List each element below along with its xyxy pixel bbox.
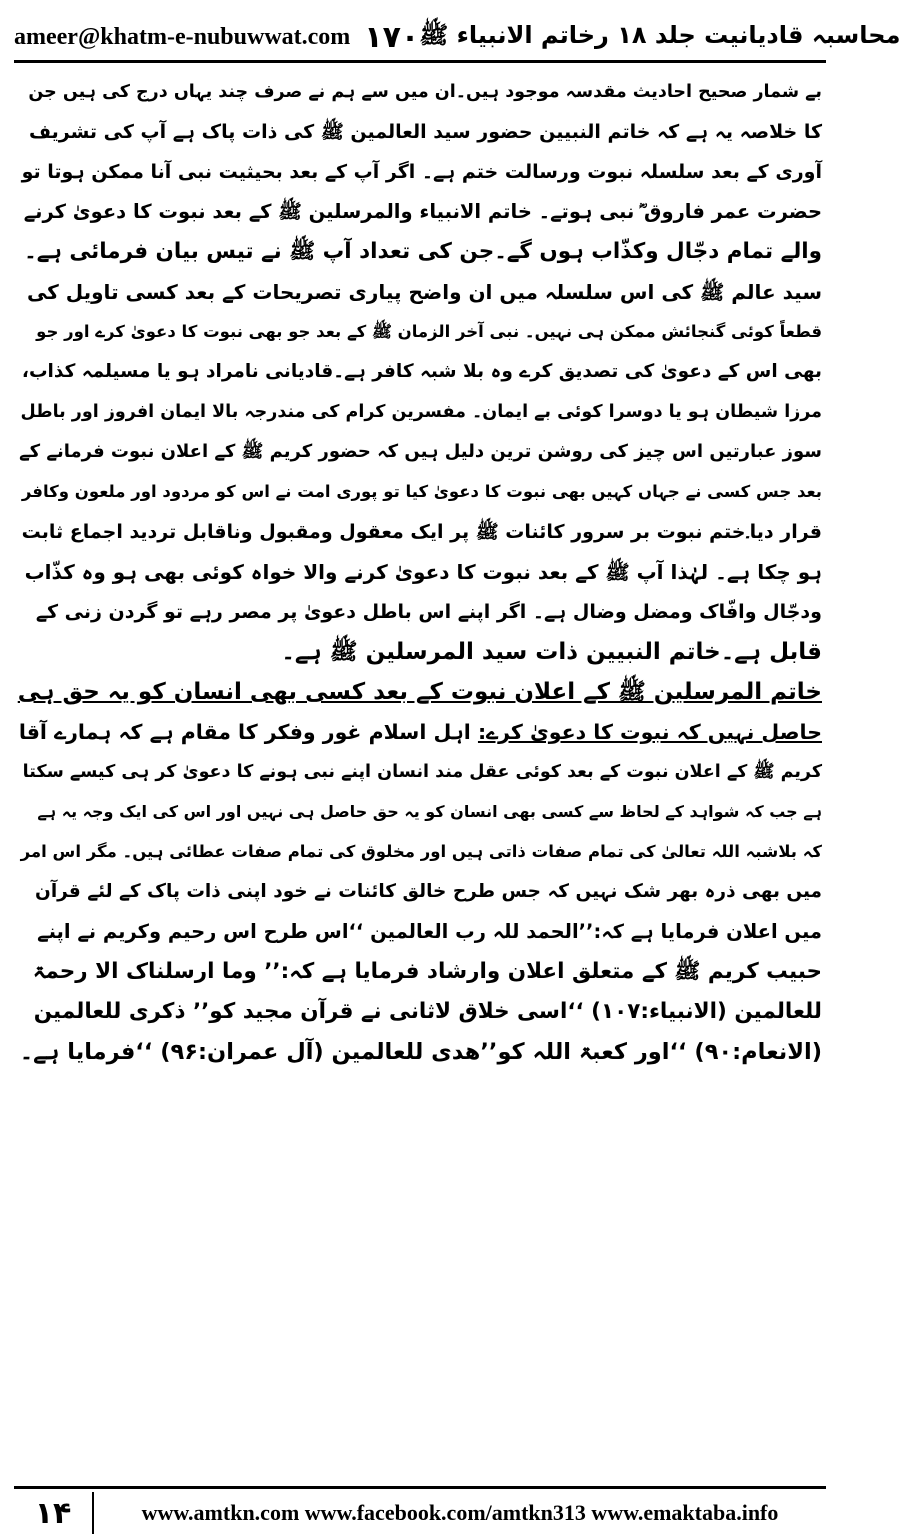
- header-page-number: ۱۷۰: [364, 19, 420, 55]
- section-heading: خاتم المرسلین ﷺ کے اعلان نبوت کے بعد کسی بھی انسان کو یہ حق ہی: [17, 679, 822, 705]
- body-line: سوز عبارتیں اس چیز کی روشن ترین دلیل ہیں کہ حضور کریم ﷺ کے اعلان نبوت فرمانے کے: [19, 441, 822, 462]
- body-line: للعالمین (الانبیاء:۱۰۷) ‘‘اسی خلاق لاثانی نے قرآن مجید کو’’ ذکری للعالمین: [33, 999, 822, 1024]
- page-body-text: [18, 72, 822, 1476]
- body-line: میں اعلان فرمایا ہے کہ:’’الحمد للہ رب العالمین ‘‘اس طرح اس رحیم وکریم نے اپنے: [37, 920, 822, 943]
- body-line: قطعاً کوئی گنجائش ممکن ہی نہیں۔ نبی آخر الزمان ﷺ کے بعد جو بھی نبوت کا دعویٰ کرے اور جو: [36, 322, 822, 341]
- header-left: [14, 20, 419, 55]
- body-line: میں بھی ذرہ بھر شک نہیں کہ جس طرح خالق کائنات نے خود اپنی ذات پاک کے لئے قرآن: [35, 881, 822, 902]
- body-line-text: اہل اسلام غور وفکر کا مقام ہے کہ ہمارے آقا: [18, 720, 478, 744]
- page-footer: [14, 1492, 826, 1534]
- body-line: حضرت عمر فاروق ؓ نبی ہوتے۔ خاتم الانبیاء والمرسلین ﷺ کے بعد نبوت کا دعویٰ کرنے: [23, 200, 822, 223]
- body-line: ہو چکا ہے۔ لہٰذا آپ ﷺ کے بعد نبوت کا دعویٰ کرنے والا خواہ کوئی بھی ہو وہ کذّاب: [24, 560, 822, 584]
- body-line: سید عالم ﷺ کی اس سلسلہ میں ان واضح پیاری تصریحات کے بعد کسی تاویل کی: [26, 280, 822, 304]
- body-line: (الانعام:۹۰) ‘‘اور کعبۃ اللہ کو’’ھدی للعالمین (آل عمران:۹۶) ‘‘فرمایا ہے۔: [19, 1039, 822, 1065]
- body-line: قابل ہے۔خاتم النبیین ذات سید المرسلین ﷺ ہے۔: [281, 639, 822, 665]
- body-line: حبیب کریم ﷺ کے متعلق اعلان وارشاد فرمایا ہے کہ:’’ وما ارسلناک الا رحمۃ: [32, 959, 822, 984]
- body-line: مرزا شیطان ہو یا دوسرا کوئی بے ایمان۔ مفسرین کرام کی مندرجہ بالا ایمان افروز اور باطل: [20, 402, 822, 422]
- body-line: [18, 712, 822, 752]
- body-line: بھی اس کے دعویٰ کی تصدیق کرے وہ بلا شبہ کافر ہے۔قادیانی نامراد ہو یا مسیلمہ کذاب،: [21, 361, 822, 382]
- page-header: [14, 14, 900, 60]
- body-line: بے شمار صحیح احادیث مقدسہ موجود ہیں۔ان میں سے ہم نے صرف چند یہاں درج کی ہیں جن: [28, 82, 822, 102]
- body-line: کریم ﷺ کے اعلان نبوت کے بعد کوئی عقل مند انسان اپنے نبی ہونے کا دعویٰ کر ہی کیسے سکتا: [22, 762, 822, 782]
- footer-page-badge: ۱۴: [14, 1492, 94, 1534]
- footer-rule: [14, 1486, 826, 1489]
- body-line: کہ بلاشبہ اللہ تعالیٰ کی تمام صفات ذاتی ہیں اور مخلوق کی تمام صفات عطائی ہیں۔ مگر اس امر: [20, 842, 822, 861]
- footer-links: www.amtkn.com www.facebook.com/amtkn313 www.emaktaba.info: [141, 1500, 779, 1525]
- header-email: ameer@khatm-e-nubuwwat.com: [14, 23, 351, 50]
- body-line: ہے جب کہ شواہد کے لحاظ سے کسی بھی انسان کو یہ حق حاصل ہی نہیں اور اس کی ایک وجہ یہ ہے: [37, 802, 822, 821]
- section-heading-continuation: حاصل نہیں کہ نبوت کا دعویٰ کرے:: [477, 720, 822, 744]
- body-line: ودجّال وافّاک ومضل وضال ہے۔ اگر اپنے اس باطل دعویٰ پر مصر رہے تو گردن زنی کے: [35, 601, 822, 623]
- body-line: بعد جس کسی نے جہاں کہیں بھی نبوت کا دعویٰ کیا تو پوری امت نے اس کو مردود اور ملعون وکافر: [21, 482, 822, 501]
- body-line: کا خلاصہ یہ ہے کہ خاتم النبیین حضور سید العالمین ﷺ کی ذات پاک ہے آپ کی تشریف: [29, 121, 822, 143]
- body-line: والے تمام دجّال وکذّاب ہوں گے۔جن کی تعداد آپ ﷺ نے تیس بیان فرمائی ہے۔: [24, 239, 822, 264]
- header-rule: [14, 60, 826, 63]
- body-line: آوری کے بعد سلسلہ نبوت ورسالت ختم ہے۔ اگر آپ کے بعد بحیثیت نبی آنا ممکن ہوتا تو: [21, 161, 822, 183]
- header-book-title: محاسبہ قادیانیت جلد ۱۸ رخاتم الانبیاء ﷺ: [419, 20, 900, 49]
- body-line: قرار دیا۔ختم نبوت بر سرور کائنات ﷺ پر ایک معقول ومقبول وناقابل تردید اجماع ثابت: [21, 521, 822, 543]
